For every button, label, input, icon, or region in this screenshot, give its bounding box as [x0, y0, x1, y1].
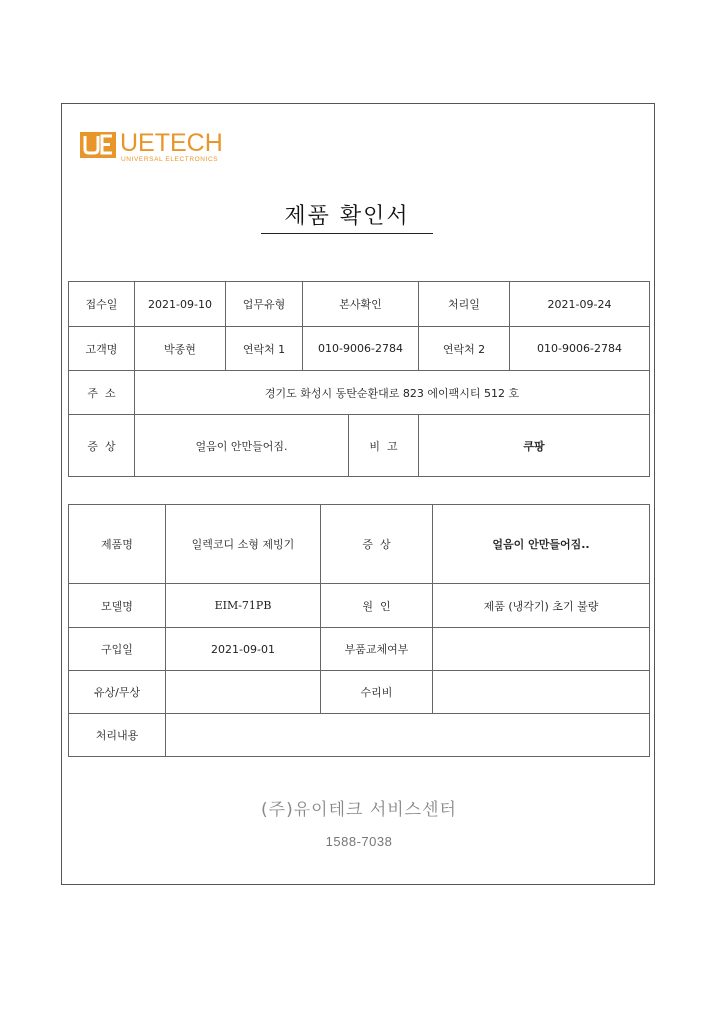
remarks-value: 쿠팡	[419, 415, 650, 477]
contact1-value: 010-9006-2784	[303, 327, 419, 371]
table-row	[69, 584, 650, 628]
details-value	[166, 714, 650, 757]
product-symptom-label: 증 상	[321, 505, 433, 584]
symptom-remarks-cell	[135, 415, 419, 477]
model-value: EIM-71PB	[166, 584, 321, 628]
logo-brand-text: UETECH	[120, 129, 223, 157]
document-title: 제품 확인서	[261, 199, 433, 234]
footer-phone: 1588-7038	[325, 834, 393, 849]
symptom-value: 얼음이 안만들어짐.	[135, 415, 349, 476]
table-row	[69, 371, 650, 415]
logo-tagline: UNIVERSAL ELECTRONICS	[121, 156, 219, 163]
details-label: 처리내용	[69, 714, 166, 757]
repair-cost-label: 수리비	[321, 671, 433, 714]
paid-label: 유상/무상	[69, 671, 166, 714]
contact1-label: 연락처 1	[226, 327, 303, 371]
table-row	[69, 327, 650, 371]
work-type-label: 업무유형	[226, 282, 303, 327]
parts-replaced-label: 부품교체여부	[321, 628, 433, 671]
parts-replaced-value	[433, 628, 650, 671]
address-label: 주 소	[69, 371, 135, 415]
product-name-label: 제품명	[69, 505, 166, 584]
table-row	[69, 415, 650, 477]
purchase-date-label: 구입일	[69, 628, 166, 671]
repair-cost-value	[433, 671, 650, 714]
table-row	[69, 628, 650, 671]
cause-value: 제품 (냉각기) 초기 불량	[433, 584, 650, 628]
product-name-value: 일렉코디 소형 제빙기	[166, 505, 321, 584]
cause-label: 원 인	[321, 584, 433, 628]
footer-company-name: (주)유이테크 서비스센터	[261, 800, 457, 820]
table-row	[69, 714, 650, 757]
received-date-label: 접수일	[69, 282, 135, 327]
processed-date-label: 처리일	[419, 282, 510, 327]
symptom-label: 증 상	[69, 415, 135, 477]
processed-date-value: 2021-09-24	[510, 282, 650, 327]
product-symptom-value: 얼음이 안만들어짐..	[433, 505, 650, 584]
work-type-value: 본사확인	[303, 282, 419, 327]
received-date-value: 2021-09-10	[135, 282, 226, 327]
table-row	[69, 671, 650, 714]
purchase-date-value: 2021-09-01	[166, 628, 321, 671]
product-table	[68, 504, 650, 757]
contact2-label: 연락처 2	[419, 327, 510, 371]
receipt-table	[68, 281, 650, 477]
contact2-value: 010-9006-2784	[510, 327, 650, 371]
table-row	[69, 505, 650, 584]
customer-label: 고객명	[69, 327, 135, 371]
document-page	[61, 103, 655, 885]
ue-logo-icon	[80, 131, 116, 159]
customer-value: 박종현	[135, 327, 226, 371]
table-row	[69, 282, 650, 327]
address-value: 경기도 화성시 동탄순환대로 823 에이팩시티 512 호	[135, 371, 650, 415]
remarks-label: 비 고	[369, 439, 398, 453]
paid-value	[166, 671, 321, 714]
model-label: 모델명	[69, 584, 166, 628]
